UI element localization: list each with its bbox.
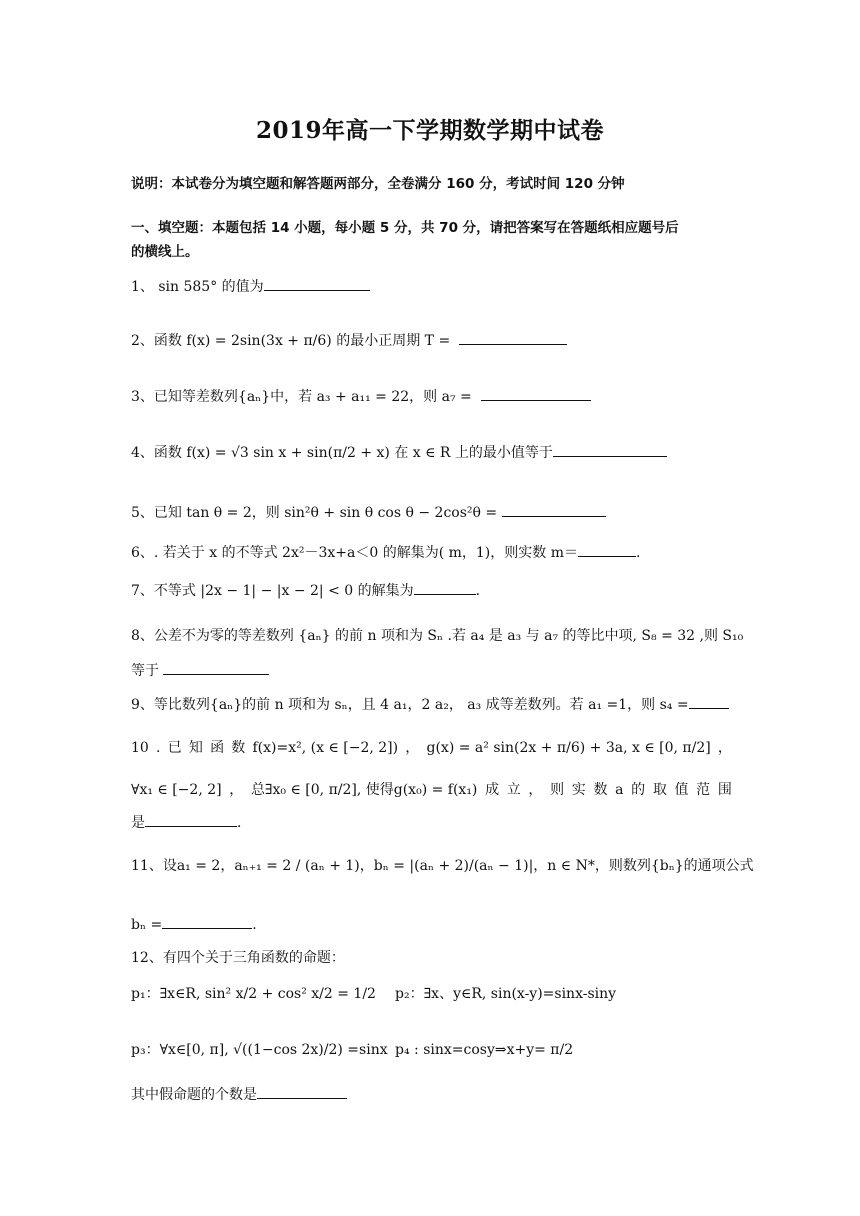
question-11-line2: bₙ = .	[131, 914, 732, 935]
q10-part: g(x) = a² sin(2x + π/6) + 3a, x ∈ [0, π/2]	[426, 740, 711, 756]
question-1	[131, 276, 732, 297]
question-12-end	[131, 1084, 732, 1105]
exam-instructions: 说明：本试卷分为填空题和解答题两部分，全卷满分 160 分，考试时间 120 分钟	[131, 176, 625, 192]
answer-blank	[553, 442, 667, 457]
question-12-text: 其中假命题的个数是	[131, 1087, 257, 1103]
question-10-line3: 是 .	[131, 812, 732, 833]
q11-part: 、	[148, 858, 163, 874]
q11-part: 11	[131, 858, 149, 874]
page-title: 2019年高一下学期数学期中试卷	[255, 117, 604, 144]
q10-part: ∀x₁ ∈ [−2, 2]	[131, 782, 222, 798]
proposition-p3: p₃：∀x∈[0, π], √((1−cos 2x)/2) =sinx	[131, 1042, 388, 1058]
proposition-p1: p₁：∃x∈R, sin² x/2 + cos² x/2 = 1/2	[131, 986, 376, 1002]
question-4	[131, 442, 732, 463]
question-6: 6、. 若关于 x 的不等式 2x²－3x+a＜0 的解集为( m，1)，则实数 m＝ .	[131, 542, 732, 563]
q11-part: bₙ = |(aₙ + 2)/(aₙ − 1)|	[373, 858, 534, 874]
q11-part: 设	[162, 858, 177, 874]
question-7-text: 7、不等式 |2x − 1| − |x − 2| < 0 的解集为	[131, 583, 414, 599]
q11-part: ，	[533, 858, 548, 874]
proposition-p1-p2	[131, 984, 732, 1004]
q10-part: 围	[717, 782, 732, 798]
q10-part: 实	[571, 782, 586, 798]
answer-blank	[481, 386, 591, 401]
answer-blank	[264, 276, 370, 291]
question-2-text: 2、函数 f(x) = 2sin(3x + π/6) 的最小正周期 T =	[131, 333, 451, 349]
q10-part: ，	[717, 740, 732, 756]
answer-blank	[162, 914, 252, 929]
question-4-text: 4、函数 f(x) = √3 sin x + sin(π/2 + x) 在 x ∈ R 上的最小值等于	[131, 445, 553, 461]
q11-part: 公	[725, 858, 740, 874]
q11-part: 列	[636, 858, 651, 874]
q10-part: 数	[231, 740, 246, 756]
proposition-p4: p₄ : sinx=cosy⇒x+y= π/2	[395, 1042, 574, 1058]
q10-part: ，	[528, 782, 543, 798]
question-8-line2	[131, 660, 732, 681]
answer-blank	[578, 542, 636, 557]
q11-part: 项	[711, 858, 726, 874]
q10-part: 范	[696, 782, 711, 798]
q11-part: {bₙ}	[650, 858, 684, 874]
question-8-text: 等于	[131, 663, 159, 679]
q10-part: a	[615, 782, 624, 798]
question-12-intro: 12、有四个关于三角函数的命题：	[131, 950, 345, 966]
section-heading-line2: 的横线上。	[131, 244, 199, 260]
q11-part: ，	[359, 858, 374, 874]
proposition-p3-p4	[131, 1040, 732, 1060]
question-10-line1	[131, 738, 732, 758]
q11-part: 通	[697, 858, 712, 874]
q10-part: ，	[229, 782, 244, 798]
answer-blank	[163, 660, 269, 675]
q10-part: .	[156, 740, 161, 756]
q11-part: ，	[594, 858, 609, 874]
question-3-text: 3、已知等差数列{aₙ}中，若 a₃ + a₁₁ = 22，则 a₇ =	[131, 389, 472, 405]
question-9-text: 9、等比数列{aₙ}的前 n 项和为 sₙ，且 4 a₁，2 a₂， a₃ 成等差数列。若 a₁ =1，则 s₄ =	[131, 697, 689, 713]
q10-part: 立	[506, 782, 521, 798]
q10-part: 已	[167, 740, 182, 756]
q10-part: 函	[210, 740, 225, 756]
question-9	[131, 694, 732, 715]
question-10-line2	[131, 780, 732, 800]
q10-part: 取	[652, 782, 667, 798]
q10-part: 总∃x₀ ∈ [0, π/2], 使得g(x₀) = f(x₁)	[250, 782, 478, 798]
q10-part: 数	[593, 782, 608, 798]
question-7: 7、不等式 |2x − 1| − |x − 2| < 0 的解集为 .	[131, 580, 732, 601]
q11-part: a₁ = 2	[176, 858, 221, 874]
answer-blank	[414, 580, 476, 595]
q11-part: aₙ₊₁ = 2 / (aₙ + 1)	[234, 858, 360, 874]
question-6-text: 6、. 若关于 x 的不等式 2x²－3x+a＜0 的解集为( m，1)，则实数 m＝	[131, 545, 578, 561]
question-11-line1	[131, 856, 754, 876]
proposition-p2: p₂：∃x、y∈R, sin(x-y)=sinx-siny	[395, 986, 617, 1002]
q11-part: 的	[683, 858, 698, 874]
question-8-line1: 8、公差不为零的等差数列 {aₙ} 的前 n 项和为 Sₙ .若 a₄ 是 a₃ 与 a₇ 的等比中项, S₈ = 32 ,则 S₁₀	[131, 628, 744, 644]
answer-blank	[145, 812, 237, 827]
question-11-text: bₙ =	[131, 917, 163, 933]
question-3	[131, 386, 732, 407]
answer-blank	[502, 502, 606, 517]
question-5-text: 5、已知 tan θ = 2，则 sin²θ + sin θ cos θ − 2cos²θ =	[131, 505, 498, 521]
q10-part: 10	[131, 740, 149, 756]
q10-part: f(x)=x², (x ∈ [−2, 2])	[252, 740, 399, 756]
question-1-text: 1、 sin 585° 的值为	[131, 279, 264, 295]
q11-part: 式	[739, 858, 754, 874]
question-10-text: 是	[131, 815, 145, 831]
q11-part: n ∈ N*	[547, 858, 595, 874]
q11-part: ，	[220, 858, 235, 874]
q10-part: 的	[631, 782, 646, 798]
q11-part: 数	[622, 858, 637, 874]
q10-part: ，	[405, 740, 420, 756]
q10-part: 则	[550, 782, 565, 798]
question-5	[131, 502, 732, 523]
q10-part: 成	[485, 782, 500, 798]
question-2	[131, 330, 732, 351]
q10-part: 值	[674, 782, 689, 798]
answer-blank	[257, 1084, 347, 1099]
q10-part: 知	[188, 740, 203, 756]
q11-part: 则	[608, 858, 623, 874]
answer-blank	[459, 330, 567, 345]
section-heading-line1: 一、填空题：本题包括 14 小题，每小题 5 分，共 70 分，请把答案写在答题纸相应题号后	[131, 220, 679, 236]
answer-blank	[689, 694, 729, 709]
